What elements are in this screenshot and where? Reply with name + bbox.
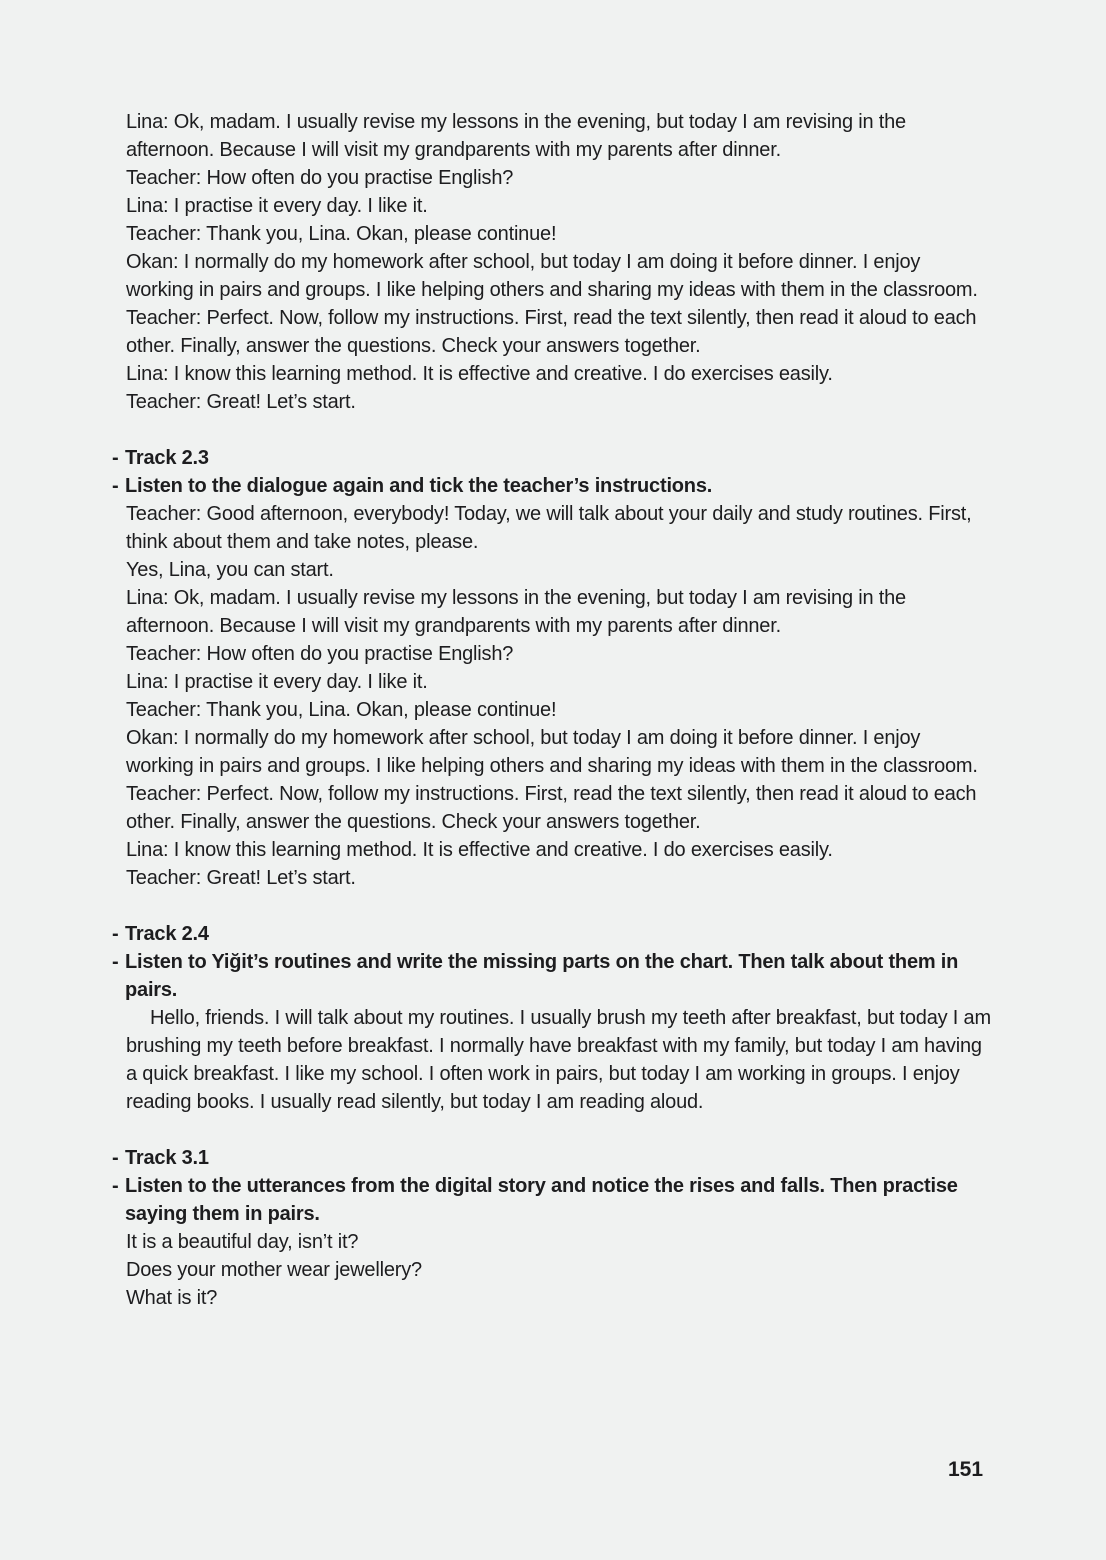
dialogue-line: Lina: I know this learning method. It is effective and creative. I do exercises easily.	[126, 839, 833, 861]
dialogue-line: Teacher: How often do you practise English?	[126, 643, 514, 665]
dialogue-line: Teacher: Great! Let’s start.	[126, 867, 356, 889]
track-2-4-paragraph: Hello, friends. I will talk about my routines. I usually brush my teeth after breakfast, but today I am brushing my teeth before breakfast. I normally have breakfast with my family, but today I am having a quick breakfast. I like my school. I often work in pairs, but today I am working in groups. I enjoy reading books. I usually read silently, but today I am reading aloud.	[126, 1007, 991, 1113]
bullet-dash: -	[112, 1147, 119, 1169]
dialogue-line: Teacher: Perfect. Now, follow my instructions. First, read the text silently, then read it aloud to each other. Finally, answer the questions. Check your answers together.	[126, 783, 977, 833]
dialogue-line: Okan: I normally do my homework after school, but today I am doing it before dinner. I enjoy working in pairs and groups. I like helping others and sharing my ideas with them in the classroom.	[126, 727, 978, 777]
bullet-dash: -	[112, 923, 119, 945]
track-2-3-title: - Track 2.3	[112, 444, 992, 472]
bullet-dash: -	[112, 447, 119, 469]
dialogue-line: Lina: I know this learning method. It is effective and creative. I do exercises easily.	[126, 363, 833, 385]
dialogue-line: Okan: I normally do my homework after school, but today I am doing it before dinner. I enjoy working in pairs and groups. I like helping others and sharing my ideas with them in the classroom.	[126, 251, 978, 301]
section-gap	[112, 416, 992, 444]
section-gap	[112, 892, 992, 920]
dialogue-line: Lina: I practise it every day. I like it.	[126, 671, 428, 693]
dialogue-line: Lina: Ok, madam. I usually revise my lessons in the evening, but today I am revising in the afternoon. Because I will visit my grandparents with my parents after dinner.	[126, 587, 906, 637]
dialogue-line: Teacher: Thank you, Lina. Okan, please continue!	[126, 699, 557, 721]
bullet-dash: -	[112, 475, 119, 497]
utterance-line: Does your mother wear jewellery?	[126, 1259, 422, 1281]
track-2-4-instruction: - Listen to Yiğit’s routines and write the missing parts on the chart. Then talk about them in pairs.	[112, 948, 992, 1004]
utterance-line: It is a beautiful day, isn’t it?	[126, 1231, 359, 1253]
track-2-4-title: - Track 2.4	[112, 920, 992, 948]
section-gap	[112, 1116, 992, 1144]
bullet-dash: -	[112, 951, 119, 973]
dialogue-line: Lina: Ok, madam. I usually revise my lessons in the evening, but today I am revising in the afternoon. Because I will visit my grandparents with my parents after dinner.	[126, 111, 906, 161]
track-2-3-instruction: - Listen to the dialogue again and tick the teacher’s instructions.	[112, 472, 992, 500]
dialogue-line: Teacher: Good afternoon, everybody! Today, we will talk about your daily and study routines. First, think about them and take notes, please.	[126, 503, 972, 553]
dialogue-line: Teacher: Great! Let’s start.	[126, 391, 356, 413]
track-3-1-title: - Track 3.1	[112, 1144, 992, 1172]
page-content	[112, 108, 992, 1312]
bullet-dash: -	[112, 1175, 119, 1197]
dialogue-line: Lina: I practise it every day. I like it.	[126, 195, 428, 217]
utterance-line: What is it?	[126, 1287, 218, 1309]
page-number: 151	[948, 1458, 984, 1481]
dialogue-line: Teacher: How often do you practise English?	[126, 167, 514, 189]
dialogue-line: Teacher: Perfect. Now, follow my instructions. First, read the text silently, then read it aloud to each other. Finally, answer the questions. Check your answers together.	[126, 307, 977, 357]
dialogue-line: Teacher: Thank you, Lina. Okan, please continue!	[126, 223, 557, 245]
dialogue-line: Yes, Lina, you can start.	[126, 559, 334, 581]
track-3-1-instruction: - Listen to the utterances from the digital story and notice the rises and falls. Then practise saying them in pairs.	[112, 1172, 992, 1228]
